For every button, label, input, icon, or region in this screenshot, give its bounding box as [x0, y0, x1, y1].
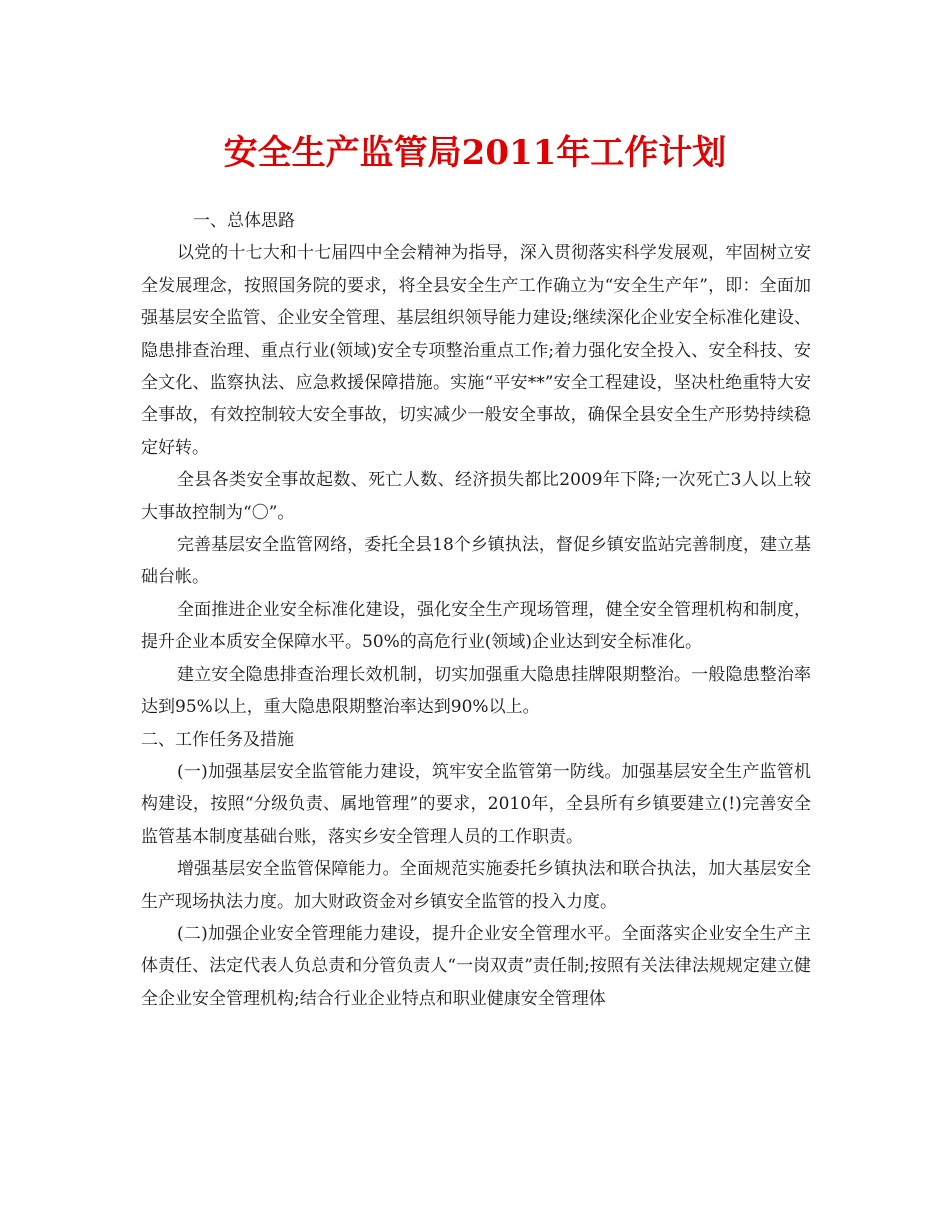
paragraph: 建立安全隐患排查治理长效机制，切实加强重大隐患挂牌限期整治。一般隐患整治率达到95%以上，重大隐患限期整治率达到90%以上。: [141, 664, 811, 718]
document-body: [141, 205, 811, 1015]
section-heading-1: 一、总体思路: [193, 211, 295, 231]
paragraph: 全县各类安全事故起数、死亡人数、经济损失都比2009年下降;一次死亡3人以上较大事故控制为“〇”。: [141, 470, 811, 523]
paragraph: (一)加强基层安全监管能力建设，筑牢安全监管第一防线。加强基层安全生产监管机构建设，按照“分级负责、属地管理”的要求，2010年，全县所有乡镇要建立(!)完善安全监管基本制度基础台账，落实乡安全管理人员的工作职责。: [141, 761, 811, 847]
paragraph: 以党的十七大和十七届四中全会精神为指导，深入贯彻落实科学发展观，牢固树立安全发展理念，按照国务院的要求，将全县安全生产工作确立为“安全生产年”，即：全面加强基层安全监管、企业安全管理、基层组织领导能力建设;继续深化企业安全标准化建设、隐患排查治理、重点行业(领域)安全专项整治重点工作;着力强化安全投入、安全科技、安全文化、监察执法、应急救援保障措施。实施“平安**”安全工程建设，坚决杜绝重特大安全事故，有效控制较大安全事故，切实减少一般安全事故，确保全县安全生产形势持续稳定好转。: [141, 243, 811, 458]
document-title: 安全生产监管局2011年工作计划: [223, 133, 727, 173]
paragraph: 完善基层安全监管网络，委托全县18个乡镇执法，督促乡镇安监站完善制度，建立基础台帐。: [141, 535, 811, 588]
section-heading-2: 二、工作任务及措施: [141, 729, 294, 750]
paragraph: 全面推进企业安全标准化建设，强化安全生产现场管理，健全安全管理机构和制度，提升企业本质安全保障水平。50%的高危行业(领域)企业达到安全标准化。: [141, 599, 811, 653]
paragraph: 增强基层安全监管保障能力。全面规范实施委托乡镇执法和联合执法，加大基层安全生产现场执法力度。加大财政资金对乡镇安全监管的投入力度。: [141, 859, 811, 912]
paragraph: (二)加强企业安全管理能力建设，提升企业安全管理水平。全面落实企业安全生产主体责任、法定代表人负总责和分管负责人“一岗双责”责任制;按照有关法律法规规定建立健全企业安全管理机构;结合行业企业特点和职业健康安全管理体: [141, 923, 811, 1009]
